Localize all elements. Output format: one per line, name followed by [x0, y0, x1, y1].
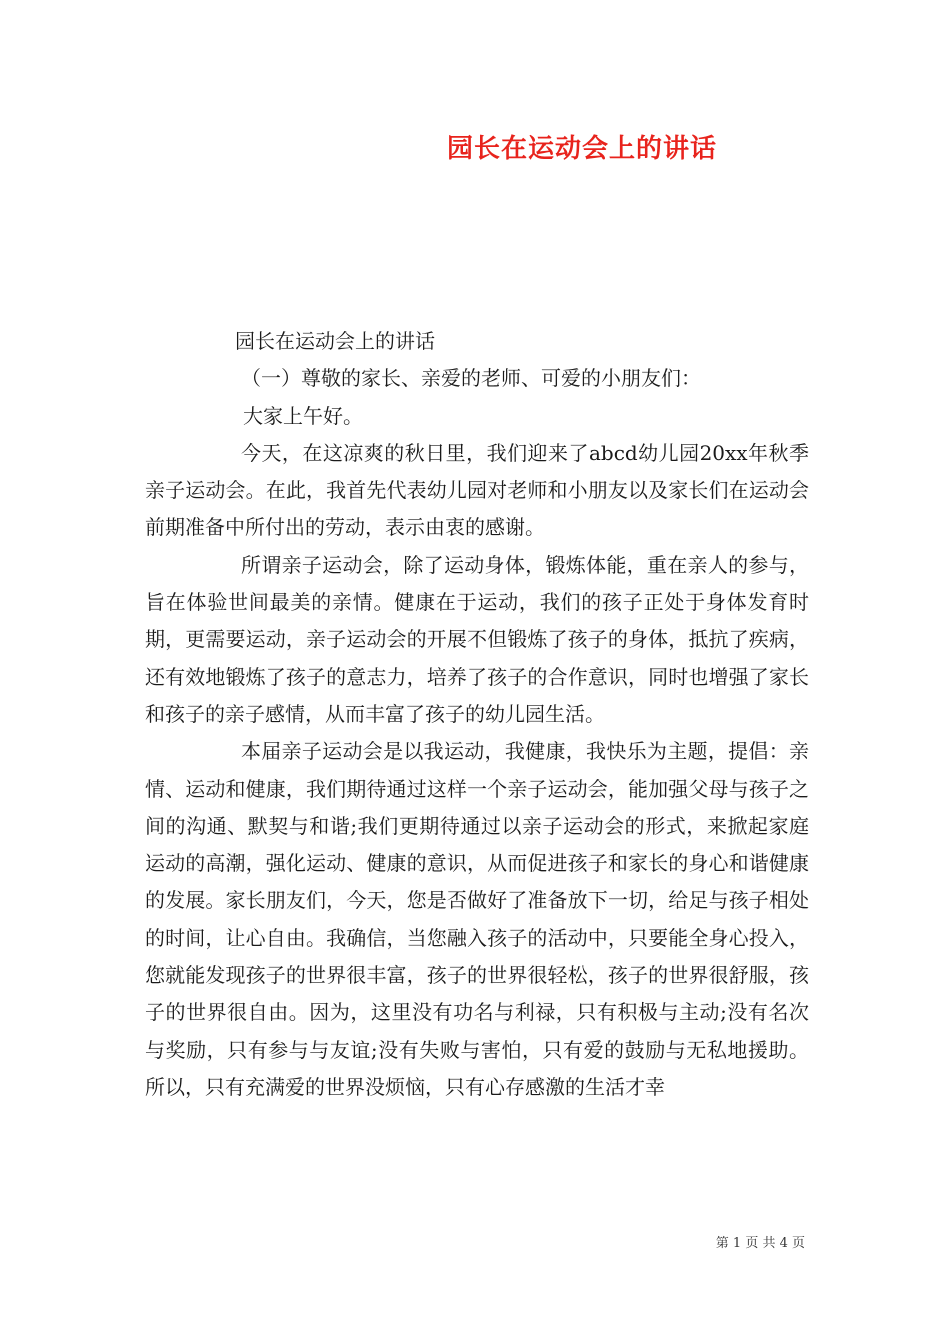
paragraph-3: 本届亲子运动会是以我运动，我健康，我快乐为主题，提倡：亲情、运动和健康，我们期待通过这样一个亲子运动会，能加强父母与孩子之间的沟通、默契与和谐;我们更期待通过以亲子运动会的形式，来掀起家庭运动的高潮，强化运动、健康的意识，从而促进孩子和家长的身心和谐健康的发展。家长朋友们，今天，您是否做好了准备放下一切，给足与孩子相处的时间，让心自由。我确信，当您融入孩子的活动中，只要能全身心投入，您就能发现孩子的世界很丰富，孩子的世界很轻松，孩子的世界很舒服，孩子的世界很自由。因为，这里没有功名与利禄，只有积极与主动;没有名次与奖励，只有参与与友谊;没有失败与害怕，只有爱的鼓励与无私地援助。所以，只有充满爱的世界没烦恼，只有心存感激的生活才幸	[145, 739, 809, 1099]
greeting-line: 大家上午好。	[243, 403, 363, 428]
paragraph-2: 所谓亲子运动会，除了运动身体，锻炼体能，重在亲人的参与，旨在体验世间最美的亲情。健康在于运动，我们的孩子正处于身体发育时期，更需要运动，亲子运动会的开展不但锻炼了孩子的身体，抵抗了疾病，还有效地锻炼了孩子的意志力，培养了孩子的合作意识，同时也增强了家长和孩子的亲子感情，从而丰富了孩子的幼儿园生活。	[145, 552, 809, 726]
salutation-line: （一）尊敬的家长、亲爱的老师、可爱的小朋友们：	[241, 366, 701, 391]
document-subtitle: 园长在运动会上的讲话	[235, 329, 435, 353]
page-footer: 第 1 页 共 4 页	[715, 1236, 805, 1251]
document-title: 园长在运动会上的讲话	[447, 134, 718, 164]
document-body	[145, 323, 809, 1106]
paragraph-1: 今天，在这凉爽的秋日里，我们迎来了abcd幼儿园20xx年秋季亲子运动会。在此，我首先代表幼儿园对老师和小朋友以及家长们在运动会前期准备中所付出的劳动，表示由衷的感谢。	[145, 440, 809, 540]
